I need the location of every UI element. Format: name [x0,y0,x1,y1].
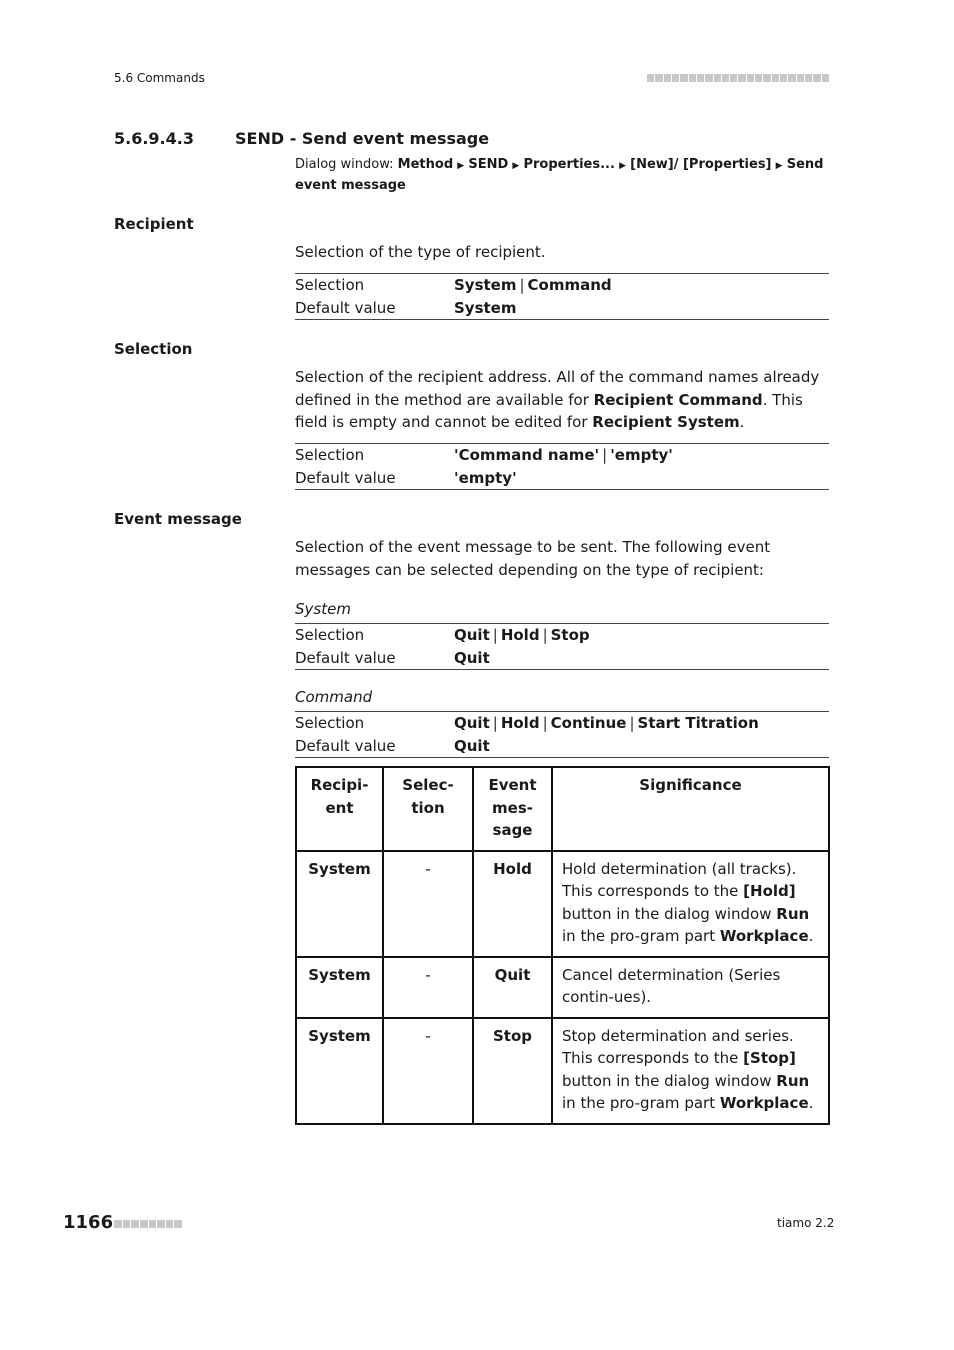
dialog-path [295,155,829,195]
text: in the pro-gram part [562,1094,720,1112]
arrow-icon: ▶ [457,161,465,171]
table-row [296,851,829,957]
system-value-table [295,623,829,670]
default-label: Default value [295,298,396,317]
text-bold: Workplace [719,1094,809,1112]
cell-event: Quit [473,957,552,1018]
value: Quit [454,714,490,732]
cell-selection: - [383,957,473,1018]
column-header-event-message: Event mes- sage [473,767,552,851]
command-caption: Command [295,688,373,706]
text: . [739,413,745,431]
cell-significance [552,851,829,957]
event-significance-table [295,766,830,1125]
default-row [295,647,829,670]
header-decoration [647,74,829,82]
selection-heading: Selection [114,340,193,358]
dialog-path-part: Properties... [523,157,615,172]
selection-row [295,624,829,647]
recipient-description: Selection of the type of recipient. [295,243,546,261]
default-row [295,735,829,758]
text-bold: [Stop] [743,1049,796,1067]
text-bold: [Hold] [743,882,796,900]
value: System [454,276,517,294]
event-message-heading: Event message [114,510,242,528]
default-label: Default value [295,648,396,667]
default-value: 'empty' [454,468,517,487]
selection-label: Selection [295,276,365,294]
cell-recipient: System [296,957,383,1018]
text: Selection of the recipient address. All of the command names already defined in the method are available for [295,368,820,409]
text: button in the dialog window [562,904,777,923]
value: Command [527,276,612,294]
default-row [295,467,829,490]
footer-decoration [114,1220,182,1228]
selection-values: Quit | Hold | Stop [454,626,590,644]
page-number: 1166 [63,1212,114,1233]
value: Hold [500,714,540,732]
event-message-description: Selection of the event message to be sent. The following event messages can be selected depending on the type of recipient: [295,538,771,579]
default-value: Quit [454,648,490,667]
text-bold: Recipient Command [593,390,763,409]
dialog-path-part: Send event message [295,157,824,193]
value: Hold [500,626,540,644]
recipient-heading: Recipient [114,215,194,233]
selection-row [295,712,829,735]
arrow-icon: ▶ [619,161,626,171]
value: Stop [550,626,590,644]
table-header-row [296,767,829,851]
cell-selection: - [383,1018,473,1124]
selection-label: Selection [295,446,365,464]
text: in the pro-gram part [562,927,720,945]
text-bold: Run [776,904,810,923]
cell-selection: - [383,851,473,957]
selection-values: Quit | Hold | Continue | Start Titration [454,714,759,732]
dialog-path-prefix: Dialog window: [295,157,398,172]
text-bold: Run [776,1071,810,1090]
selection-values: 'Command name' | 'empty' [454,446,673,464]
column-header-selection: Selec- tion [383,767,473,851]
text: button in the dialog window [562,1071,777,1090]
cell-recipient: System [296,851,383,957]
text-bold: Recipient System [592,413,740,431]
text: Hold determination (all tracks). This corresponds to the [562,859,797,900]
selection-label: Selection [295,714,365,732]
default-value: System [454,298,517,317]
dialog-path-part: SEND [468,157,509,172]
section-title: SEND - Send event message [235,129,490,148]
default-value: Quit [454,736,490,755]
dialog-path-part: Method [397,157,454,172]
arrow-icon: ▶ [775,161,783,171]
cell-significance: Cancel determination (Series contin-ues). [552,957,829,1018]
dialog-path-part: [New]/ [Properties] [630,157,772,172]
text-bold: Workplace [719,927,809,945]
selection-description [295,366,829,434]
column-header-recipient: Recipi- ent [296,767,383,851]
default-label: Default value [295,736,396,755]
selection-value-table [295,443,829,490]
value: Continue [550,714,627,732]
selection-row [295,444,829,467]
default-label: Default value [295,468,396,487]
value: 'empty' [610,446,673,464]
value: Start Titration [637,714,759,732]
section-number: 5.6.9.4.3 [114,129,194,148]
command-value-table [295,711,829,758]
cell-event: Stop [473,1018,552,1124]
default-row [295,297,829,320]
cell-recipient: System [296,1018,383,1124]
cell-event: Hold [473,851,552,957]
text: . This field is empty and cannot be edited for [295,390,803,431]
value: 'Command name' [454,446,600,464]
selection-label: Selection [295,626,365,644]
text: . [808,927,814,945]
text: Stop determination and series. This corresponds to the [562,1026,794,1067]
value: Quit [454,626,490,644]
header-section-ref: 5.6 Commands [114,71,205,85]
table-row [296,1018,829,1124]
selection-values: System | Command [454,276,612,294]
column-header-significance: Significance [552,767,829,851]
product-name: tiamo 2.2 [777,1216,835,1230]
recipient-value-table [295,273,829,320]
system-caption: System [295,600,351,618]
selection-row [295,274,829,297]
table-row [296,957,829,1018]
text: . [808,1094,814,1112]
cell-significance [552,1018,829,1124]
arrow-icon: ▶ [512,161,520,171]
